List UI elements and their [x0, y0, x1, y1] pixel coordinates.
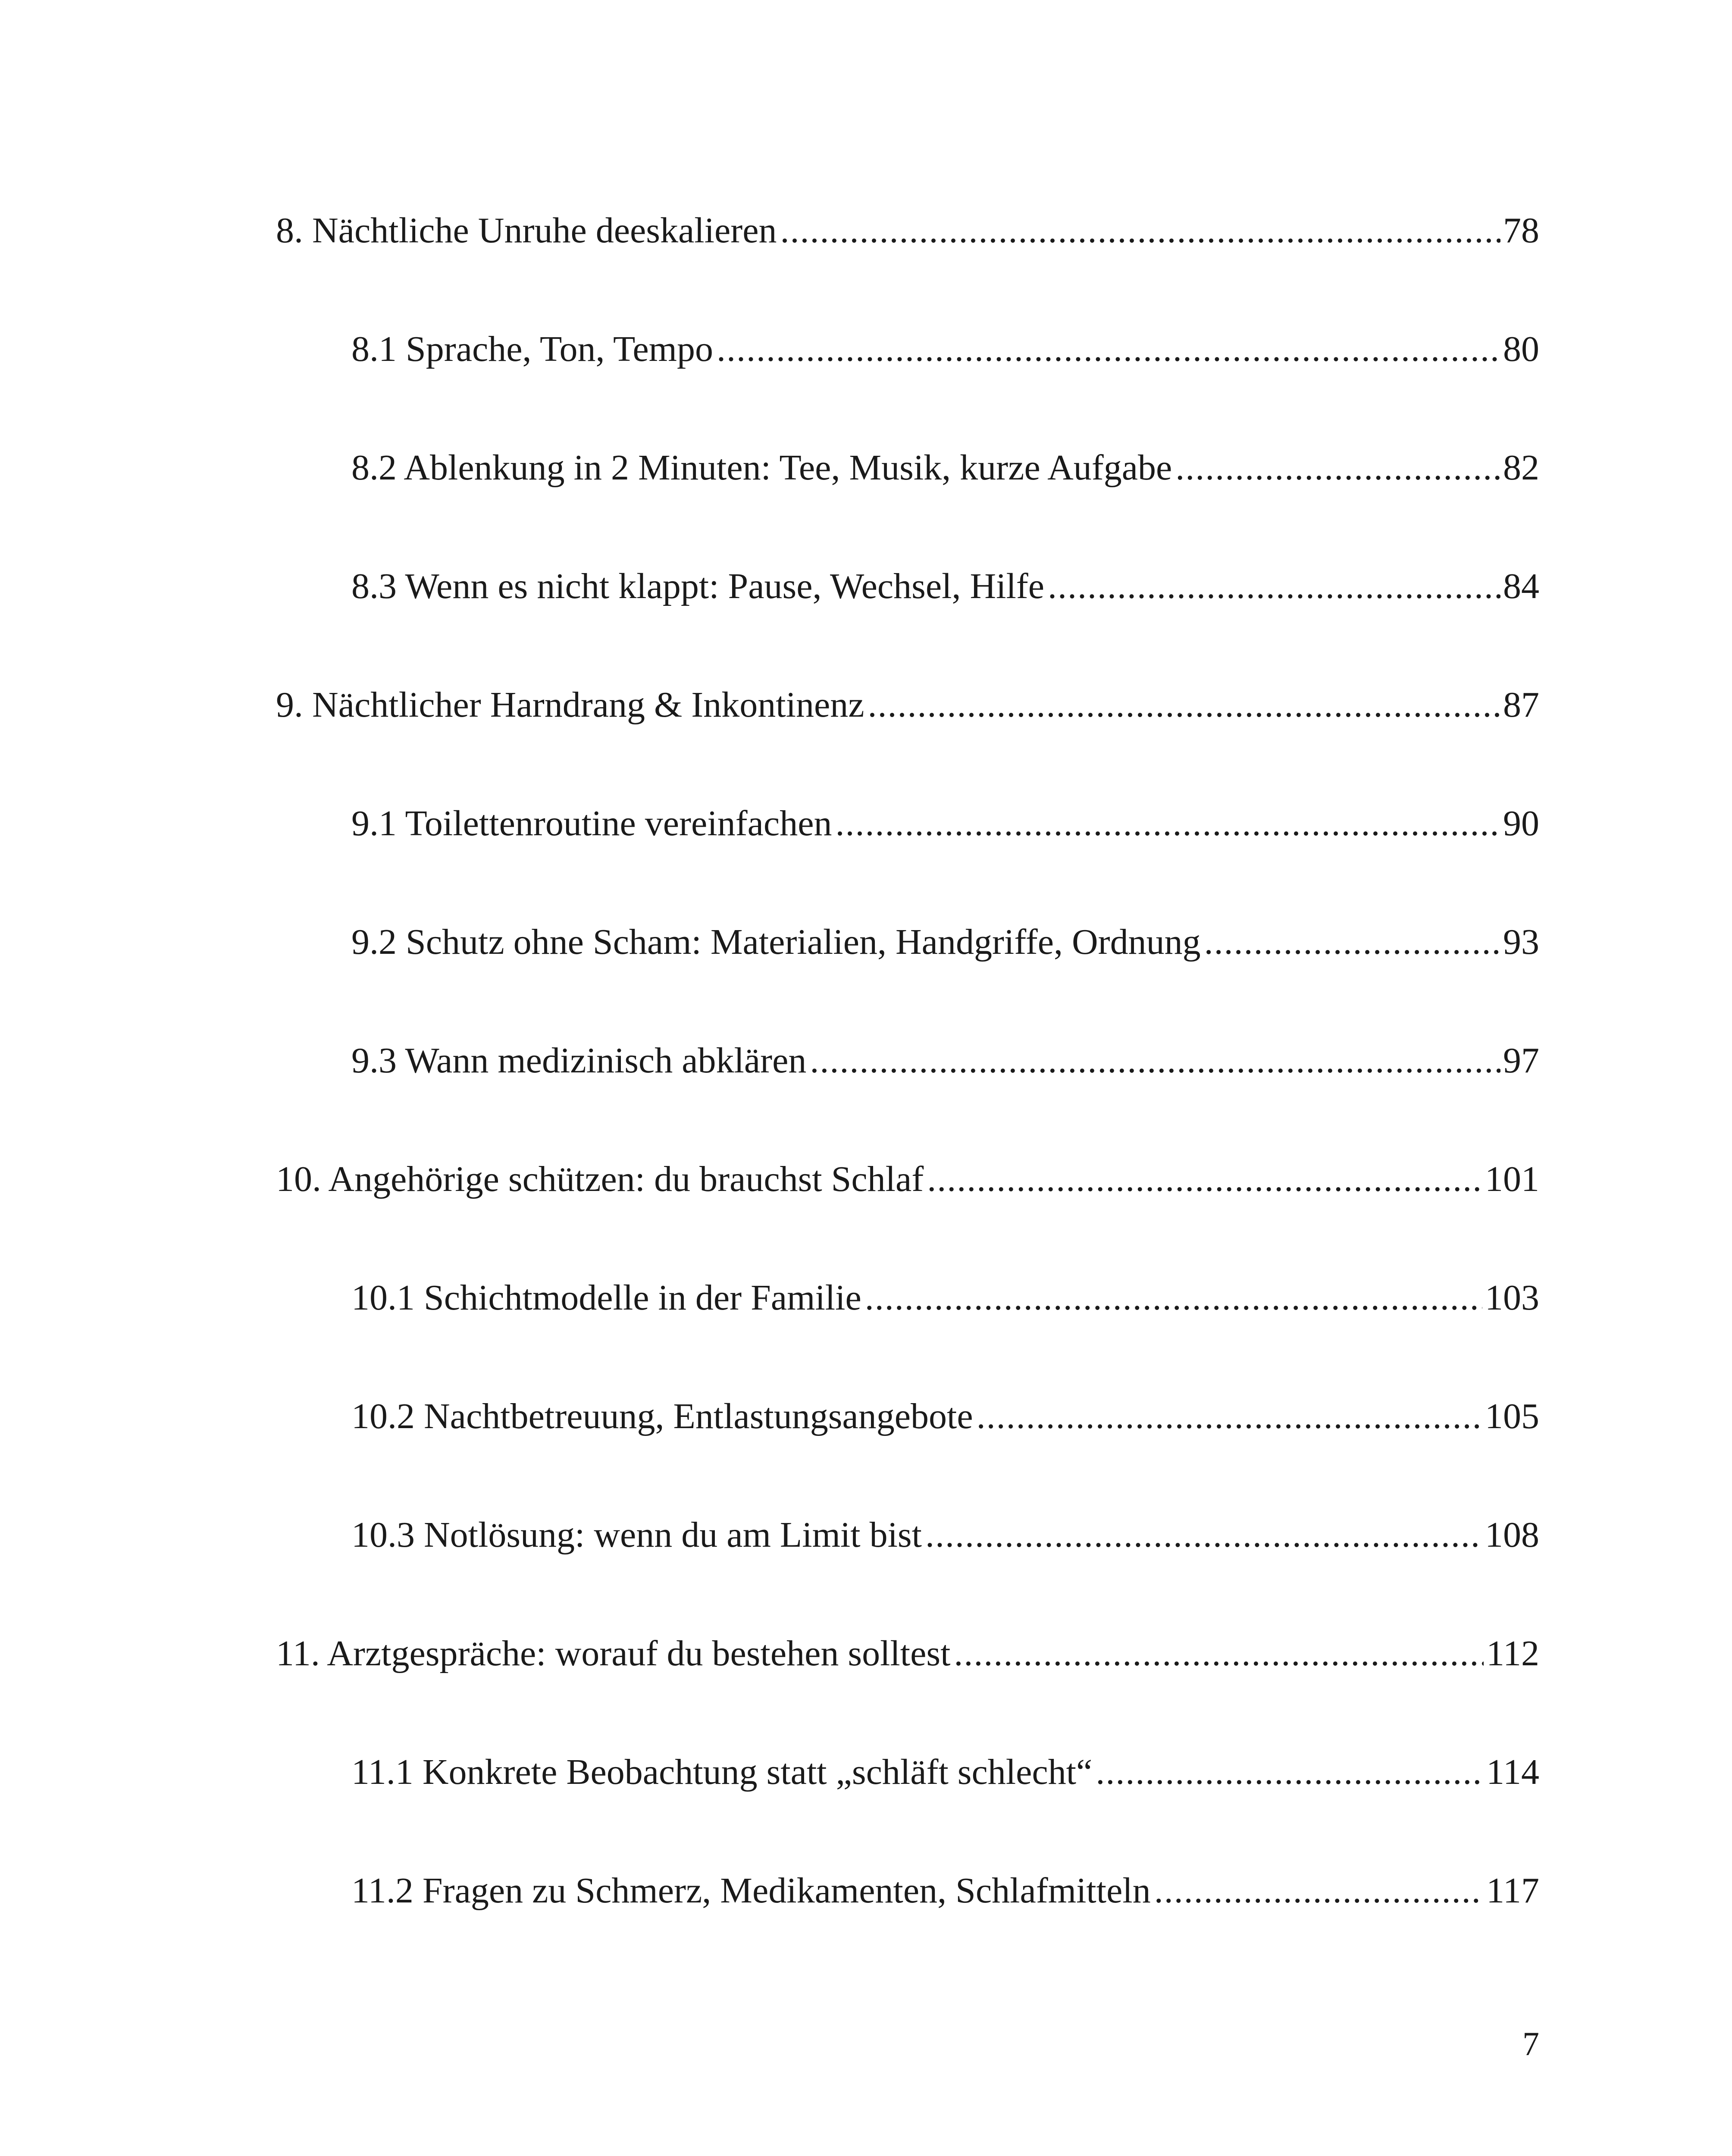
dot-leader [1154, 1861, 1484, 1921]
dot-leader [954, 1623, 1484, 1684]
dot-leader [925, 1505, 1482, 1565]
dot-leader [717, 319, 1500, 379]
toc-entry-title: 8.1 Sprache, Ton, Tempo [351, 329, 714, 369]
toc-entry [276, 1268, 1539, 1328]
toc-entry-title: 11.1 Konkrete Beobachtung statt „schläft schlecht“ [351, 1752, 1093, 1792]
toc-entry [276, 556, 1539, 617]
toc-entry-page: 117 [1486, 1871, 1539, 1911]
dot-leader [1048, 556, 1500, 617]
toc-entry-page: 87 [1503, 685, 1539, 725]
toc-entry-page: 90 [1503, 803, 1539, 843]
dot-leader [835, 793, 1500, 854]
toc-entry-title: 10.1 Schichtmodelle in der Familie [351, 1278, 861, 1318]
toc-entry-page: 114 [1486, 1752, 1539, 1792]
dot-leader [780, 201, 1500, 261]
toc-entry [276, 675, 1539, 735]
toc-entry-page: 82 [1503, 448, 1539, 488]
toc-entry-page: 97 [1503, 1040, 1539, 1081]
toc-entry [276, 1623, 1539, 1684]
toc-entry [276, 1031, 1539, 1091]
toc-entry [276, 319, 1539, 379]
toc-entry-title: 10. Angehörige schützen: du brauchst Schlaf [276, 1159, 924, 1199]
toc-entry [276, 1742, 1539, 1802]
toc-entry-title: 10.3 Notlösung: wenn du am Limit bist [351, 1515, 922, 1555]
toc-entry-page: 112 [1486, 1633, 1539, 1673]
toc-entry-page: 103 [1485, 1278, 1539, 1318]
toc-entry-title: 10.2 Nachtbetreuung, Entlastungsangebote [351, 1396, 973, 1436]
toc-entry-title: 9.3 Wann medizinisch abklären [351, 1040, 807, 1081]
toc-entry-page: 84 [1503, 566, 1539, 606]
dot-leader [865, 1268, 1482, 1328]
toc-entry [276, 201, 1539, 261]
toc-entry-page: 108 [1485, 1515, 1539, 1555]
toc-entry [276, 438, 1539, 498]
toc-entry-title: 8.2 Ablenkung in 2 Minuten: Tee, Musik, kurze Aufgabe [351, 448, 1172, 488]
dot-leader [1096, 1742, 1484, 1802]
toc-entry [276, 1861, 1539, 1921]
dot-leader [810, 1031, 1500, 1091]
toc-entry-title: 9.1 Toilettenroutine vereinfachen [351, 803, 832, 843]
dot-leader [868, 675, 1500, 735]
toc-entry-title: 9.2 Schutz ohne Scham: Materialien, Handgriffe, Ordnung [351, 922, 1201, 962]
toc-entry [276, 912, 1539, 972]
toc-entry-page: 80 [1503, 329, 1539, 369]
page-number: 7 [1522, 2025, 1539, 2062]
dot-leader [1175, 438, 1500, 498]
toc-entry [276, 1149, 1539, 1210]
toc-entry [276, 793, 1539, 854]
toc-entry-page: 101 [1485, 1159, 1539, 1199]
toc-entry-title: 9. Nächtlicher Harndrang & Inkontinenz [276, 685, 864, 725]
toc-entry-page: 93 [1503, 922, 1539, 962]
dot-leader [1204, 912, 1500, 972]
toc-entry [276, 1505, 1539, 1565]
toc-entry-page: 105 [1485, 1396, 1539, 1436]
toc-entry [276, 1386, 1539, 1447]
toc-entry-title: 11. Arztgespräche: worauf du bestehen solltest [276, 1633, 951, 1673]
toc-entry-page: 78 [1503, 210, 1539, 251]
dot-leader [927, 1149, 1482, 1210]
toc-entry-title: 8.3 Wenn es nicht klappt: Pause, Wechsel, Hilfe [351, 566, 1045, 606]
toc-entry-title: 11.2 Fragen zu Schmerz, Medikamenten, Schlafmitteln [351, 1871, 1151, 1911]
toc-entry-title: 8. Nächtliche Unruhe deeskalieren [276, 210, 777, 251]
dot-leader [977, 1386, 1482, 1447]
